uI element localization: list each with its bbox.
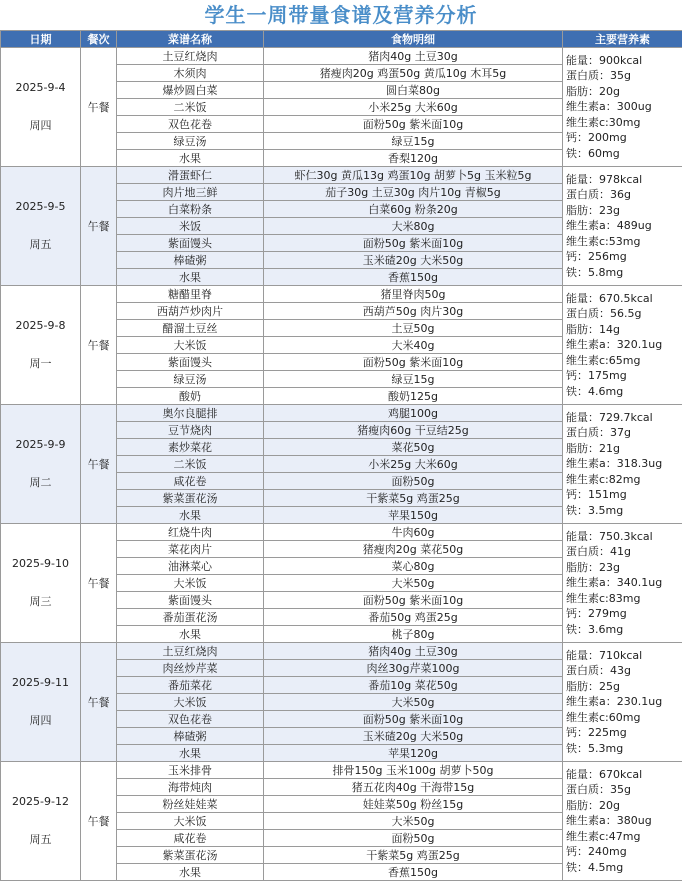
date-cell	[1, 286, 81, 405]
food-detail: 娃娃菜50g 粉丝15g	[264, 796, 563, 813]
meal-cell: 午餐	[81, 286, 117, 405]
food-detail: 西葫芦50g 肉片30g	[264, 303, 563, 320]
date-text: 2025-9-11	[12, 676, 69, 689]
weekday-text: 周五	[29, 833, 52, 846]
food-detail: 干紫菜5g 鸡蛋25g	[264, 847, 563, 864]
date-cell	[1, 524, 81, 643]
nutrient-line: 蛋白质：37g	[566, 426, 631, 440]
dish-name: 二米饭	[117, 456, 264, 473]
dish-name: 紫菜蛋花汤	[117, 847, 264, 864]
date-text: 2025-9-10	[12, 557, 69, 570]
table-row	[1, 643, 682, 660]
nutrients-cell	[563, 405, 682, 524]
nutrient-line: 钙：256mg	[566, 250, 627, 264]
dish-name: 土豆红烧肉	[117, 48, 264, 65]
food-detail: 猪肉40g 土豆30g	[264, 643, 563, 660]
food-detail: 大米50g	[264, 813, 563, 830]
weekday-text: 周五	[29, 238, 52, 251]
food-detail: 菜花50g	[264, 439, 563, 456]
nutrient-line: 钙：200mg	[566, 131, 627, 145]
food-detail: 面粉50g	[264, 830, 563, 847]
date-text: 2025-9-4	[15, 81, 66, 94]
food-detail: 猪五花肉40g 干海带15g	[264, 779, 563, 796]
menu-table	[0, 30, 682, 881]
dish-name: 二米饭	[117, 99, 264, 116]
nutrient-line: 维生素a：320.1ug	[566, 338, 663, 352]
dish-name: 粉丝娃娃菜	[117, 796, 264, 813]
food-detail: 香蕉150g	[264, 269, 563, 286]
meal-cell: 午餐	[81, 48, 117, 167]
nutrient-line: 维生素a：340.1ug	[566, 576, 663, 590]
food-detail: 小米25g 大米60g	[264, 99, 563, 116]
dish-name: 水果	[117, 507, 264, 524]
dish-name: 水果	[117, 150, 264, 167]
food-detail: 圆白菜80g	[264, 82, 563, 99]
nutrient-line: 铁：4.5mg	[566, 860, 624, 874]
food-detail: 面粉50g 紫米面10g	[264, 592, 563, 609]
nutrient-line: 铁：3.6mg	[566, 622, 624, 636]
header-date: 日期	[1, 31, 81, 48]
food-detail: 虾仁30g 黄瓜13g 鸡蛋10g 胡萝卜5g 玉米粒5g	[264, 167, 563, 184]
nutrient-line: 维生素a：300ug	[566, 100, 652, 114]
dish-name: 紫面馒头	[117, 354, 264, 371]
nutrient-line: 维生素c:30mg	[566, 115, 641, 129]
dish-name: 咸花卷	[117, 473, 264, 490]
date-text: 2025-9-5	[15, 200, 66, 213]
food-detail: 菜心80g	[264, 558, 563, 575]
food-detail: 面粉50g 紫米面10g	[264, 235, 563, 252]
nutrient-line: 钙：225mg	[566, 726, 627, 740]
table-row	[1, 48, 682, 65]
table-row	[1, 286, 682, 303]
food-detail: 绿豆15g	[264, 371, 563, 388]
food-detail: 鸡腿100g	[264, 405, 563, 422]
meal-cell: 午餐	[81, 762, 117, 881]
dish-name: 双色花卷	[117, 116, 264, 133]
dish-name: 水果	[117, 864, 264, 881]
dish-name: 咸花卷	[117, 830, 264, 847]
nutrient-line: 能量：710kcal	[566, 648, 643, 662]
dish-name: 紫菜蛋花汤	[117, 490, 264, 507]
food-detail: 白菜60g 粉条20g	[264, 201, 563, 218]
food-detail: 大米40g	[264, 337, 563, 354]
nutrient-line: 铁：5.8mg	[566, 265, 624, 279]
nutrient-line: 维生素c:83mg	[566, 591, 641, 605]
food-detail: 干紫菜5g 鸡蛋25g	[264, 490, 563, 507]
dish-name: 大米饭	[117, 337, 264, 354]
nutrient-line: 维生素a：318.3ug	[566, 457, 663, 471]
weekday-text: 周三	[29, 595, 52, 608]
food-detail: 面粉50g 紫米面10g	[264, 116, 563, 133]
dish-name: 棒碴粥	[117, 728, 264, 745]
page-title: 学生一周带量食谱及营养分析	[204, 3, 478, 27]
menu-body	[1, 48, 682, 881]
dish-name: 水果	[117, 269, 264, 286]
dish-name: 木须肉	[117, 65, 264, 82]
nutrient-line: 脂肪：23g	[566, 203, 620, 217]
nutrient-line: 能量：978kcal	[566, 172, 643, 186]
food-detail: 牛肉60g	[264, 524, 563, 541]
food-detail: 大米80g	[264, 218, 563, 235]
nutrient-line: 能量：670.5kcal	[566, 291, 653, 305]
meal-cell: 午餐	[81, 405, 117, 524]
dish-name: 滑蛋虾仁	[117, 167, 264, 184]
nutrient-line: 脂肪：23g	[566, 560, 620, 574]
nutrient-line: 蛋白质：36g	[566, 188, 631, 202]
nutrient-line: 能量：670kcal	[566, 767, 643, 781]
food-detail: 大米50g	[264, 575, 563, 592]
food-detail: 面粉50g 紫米面10g	[264, 354, 563, 371]
header-food: 食物明细	[264, 31, 563, 48]
meal-cell: 午餐	[81, 524, 117, 643]
nutrient-line: 脂肪：25g	[566, 679, 620, 693]
table-row	[1, 762, 682, 779]
nutrient-line: 铁：5.3mg	[566, 741, 624, 755]
nutrient-line: 钙：151mg	[566, 488, 627, 502]
food-detail: 土豆50g	[264, 320, 563, 337]
dish-name: 土豆红烧肉	[117, 643, 264, 660]
date-cell	[1, 405, 81, 524]
food-detail: 桃子80g	[264, 626, 563, 643]
food-detail: 酸奶125g	[264, 388, 563, 405]
date-text: 2025-9-9	[15, 438, 66, 451]
food-detail: 茄子30g 土豆30g 肉片10g 青椒5g	[264, 184, 563, 201]
nutrient-line: 铁：3.5mg	[566, 503, 624, 517]
meal-cell: 午餐	[81, 167, 117, 286]
food-detail: 猪瘦肉60g 干豆结25g	[264, 422, 563, 439]
header-dish: 菜谱名称	[117, 31, 264, 48]
food-detail: 猪肉40g 土豆30g	[264, 48, 563, 65]
table-row	[1, 524, 682, 541]
dish-name: 红烧牛肉	[117, 524, 264, 541]
dish-name: 糖醋里脊	[117, 286, 264, 303]
food-detail: 番茄10g 菜花50g	[264, 677, 563, 694]
dish-name: 醋溜土豆丝	[117, 320, 264, 337]
nutrient-line: 维生素c:53mg	[566, 234, 641, 248]
food-detail: 玉米碴20g 大米50g	[264, 728, 563, 745]
nutrient-line: 维生素a：230.1ug	[566, 695, 663, 709]
nutrient-line: 蛋白质：41g	[566, 545, 631, 559]
dish-name: 番茄菜花	[117, 677, 264, 694]
food-detail: 玉米碴20g 大米50g	[264, 252, 563, 269]
nutrients-cell	[563, 48, 682, 167]
meal-cell: 午餐	[81, 643, 117, 762]
dish-name: 棒碴粥	[117, 252, 264, 269]
dish-name: 海带炖肉	[117, 779, 264, 796]
nutrient-line: 脂肪：20g	[566, 798, 620, 812]
nutrient-line: 钙：240mg	[566, 845, 627, 859]
nutrients-cell	[563, 643, 682, 762]
food-detail: 绿豆15g	[264, 133, 563, 150]
dish-name: 油淋菜心	[117, 558, 264, 575]
food-detail: 番茄50g 鸡蛋25g	[264, 609, 563, 626]
nutrient-line: 蛋白质：56.5g	[566, 307, 642, 321]
dish-name: 绿豆汤	[117, 371, 264, 388]
nutrient-line: 蛋白质：43g	[566, 664, 631, 678]
weekday-text: 周四	[29, 119, 52, 132]
food-detail: 面粉50g 紫米面10g	[264, 711, 563, 728]
nutrient-line: 钙：279mg	[566, 607, 627, 621]
nutrient-line: 维生素c:65mg	[566, 353, 641, 367]
nutrient-line: 蛋白质：35g	[566, 783, 631, 797]
date-cell	[1, 48, 81, 167]
dish-name: 大米饭	[117, 813, 264, 830]
nutrient-line: 铁：4.6mg	[566, 384, 624, 398]
dish-name: 绿豆汤	[117, 133, 264, 150]
dish-name: 酸奶	[117, 388, 264, 405]
dish-name: 番茄蛋花汤	[117, 609, 264, 626]
weekday-text: 周一	[29, 357, 52, 370]
nutrients-cell	[563, 762, 682, 881]
date-cell	[1, 643, 81, 762]
dish-name: 紫面馒头	[117, 592, 264, 609]
food-detail: 排骨150g 玉米100g 胡萝卜50g	[264, 762, 563, 779]
dish-name: 爆炒圆白菜	[117, 82, 264, 99]
nutrient-line: 蛋白质：35g	[566, 69, 631, 83]
food-detail: 猪瘦肉20g 鸡蛋50g 黄瓜10g 木耳5g	[264, 65, 563, 82]
nutrient-line: 钙：175mg	[566, 369, 627, 383]
food-detail: 猪瘦肉20g 菜花50g	[264, 541, 563, 558]
food-detail: 苹果150g	[264, 507, 563, 524]
dish-name: 菜花肉片	[117, 541, 264, 558]
dish-name: 白菜粉条	[117, 201, 264, 218]
nutrient-line: 维生素c:47mg	[566, 829, 641, 843]
food-detail: 猪里脊肉50g	[264, 286, 563, 303]
dish-name: 大米饭	[117, 694, 264, 711]
dish-name: 奥尔良腿排	[117, 405, 264, 422]
dish-name: 双色花卷	[117, 711, 264, 728]
table-row	[1, 405, 682, 422]
nutrients-cell	[563, 167, 682, 286]
date-cell	[1, 762, 81, 881]
table-row	[1, 167, 682, 184]
nutrients-cell	[563, 286, 682, 405]
dish-name: 肉片地三鲜	[117, 184, 264, 201]
dish-name: 豆节烧肉	[117, 422, 264, 439]
food-detail: 苹果120g	[264, 745, 563, 762]
food-detail: 香蕉150g	[264, 864, 563, 881]
dish-name: 水果	[117, 745, 264, 762]
dish-name: 玉米排骨	[117, 762, 264, 779]
dish-name: 紫面馒头	[117, 235, 264, 252]
dish-name: 西葫芦炒肉片	[117, 303, 264, 320]
nutrient-line: 铁：60mg	[566, 146, 620, 160]
dish-name: 水果	[117, 626, 264, 643]
dish-name: 素炒菜花	[117, 439, 264, 456]
dish-name: 米饭	[117, 218, 264, 235]
header-row	[1, 31, 682, 48]
nutrient-line: 脂肪：14g	[566, 322, 620, 336]
food-detail: 小米25g 大米60g	[264, 456, 563, 473]
nutrient-line: 维生素a：489ug	[566, 219, 652, 233]
dish-name: 大米饭	[117, 575, 264, 592]
header-meal: 餐次	[81, 31, 117, 48]
nutrient-line: 维生素a：380ug	[566, 814, 652, 828]
dish-name: 肉丝炒芹菜	[117, 660, 264, 677]
nutrients-cell	[563, 524, 682, 643]
date-cell	[1, 167, 81, 286]
nutrient-line: 维生素c:60mg	[566, 710, 641, 724]
nutrient-line: 能量：729.7kcal	[566, 410, 653, 424]
nutrient-line: 脂肪：20g	[566, 84, 620, 98]
food-detail: 香梨120g	[264, 150, 563, 167]
date-text: 2025-9-8	[15, 319, 66, 332]
nutrient-line: 脂肪：21g	[566, 441, 620, 455]
header-nutrients: 主要营养素	[563, 31, 682, 48]
nutrient-line: 能量：750.3kcal	[566, 529, 653, 543]
date-text: 2025-9-12	[12, 795, 69, 808]
food-detail: 大米50g	[264, 694, 563, 711]
weekday-text: 周四	[29, 714, 52, 727]
nutrient-line: 能量：900kcal	[566, 53, 643, 67]
nutrient-line: 维生素c:82mg	[566, 472, 641, 486]
food-detail: 肉丝30g芹菜100g	[264, 660, 563, 677]
food-detail: 面粉50g	[264, 473, 563, 490]
weekday-text: 周二	[29, 476, 52, 489]
